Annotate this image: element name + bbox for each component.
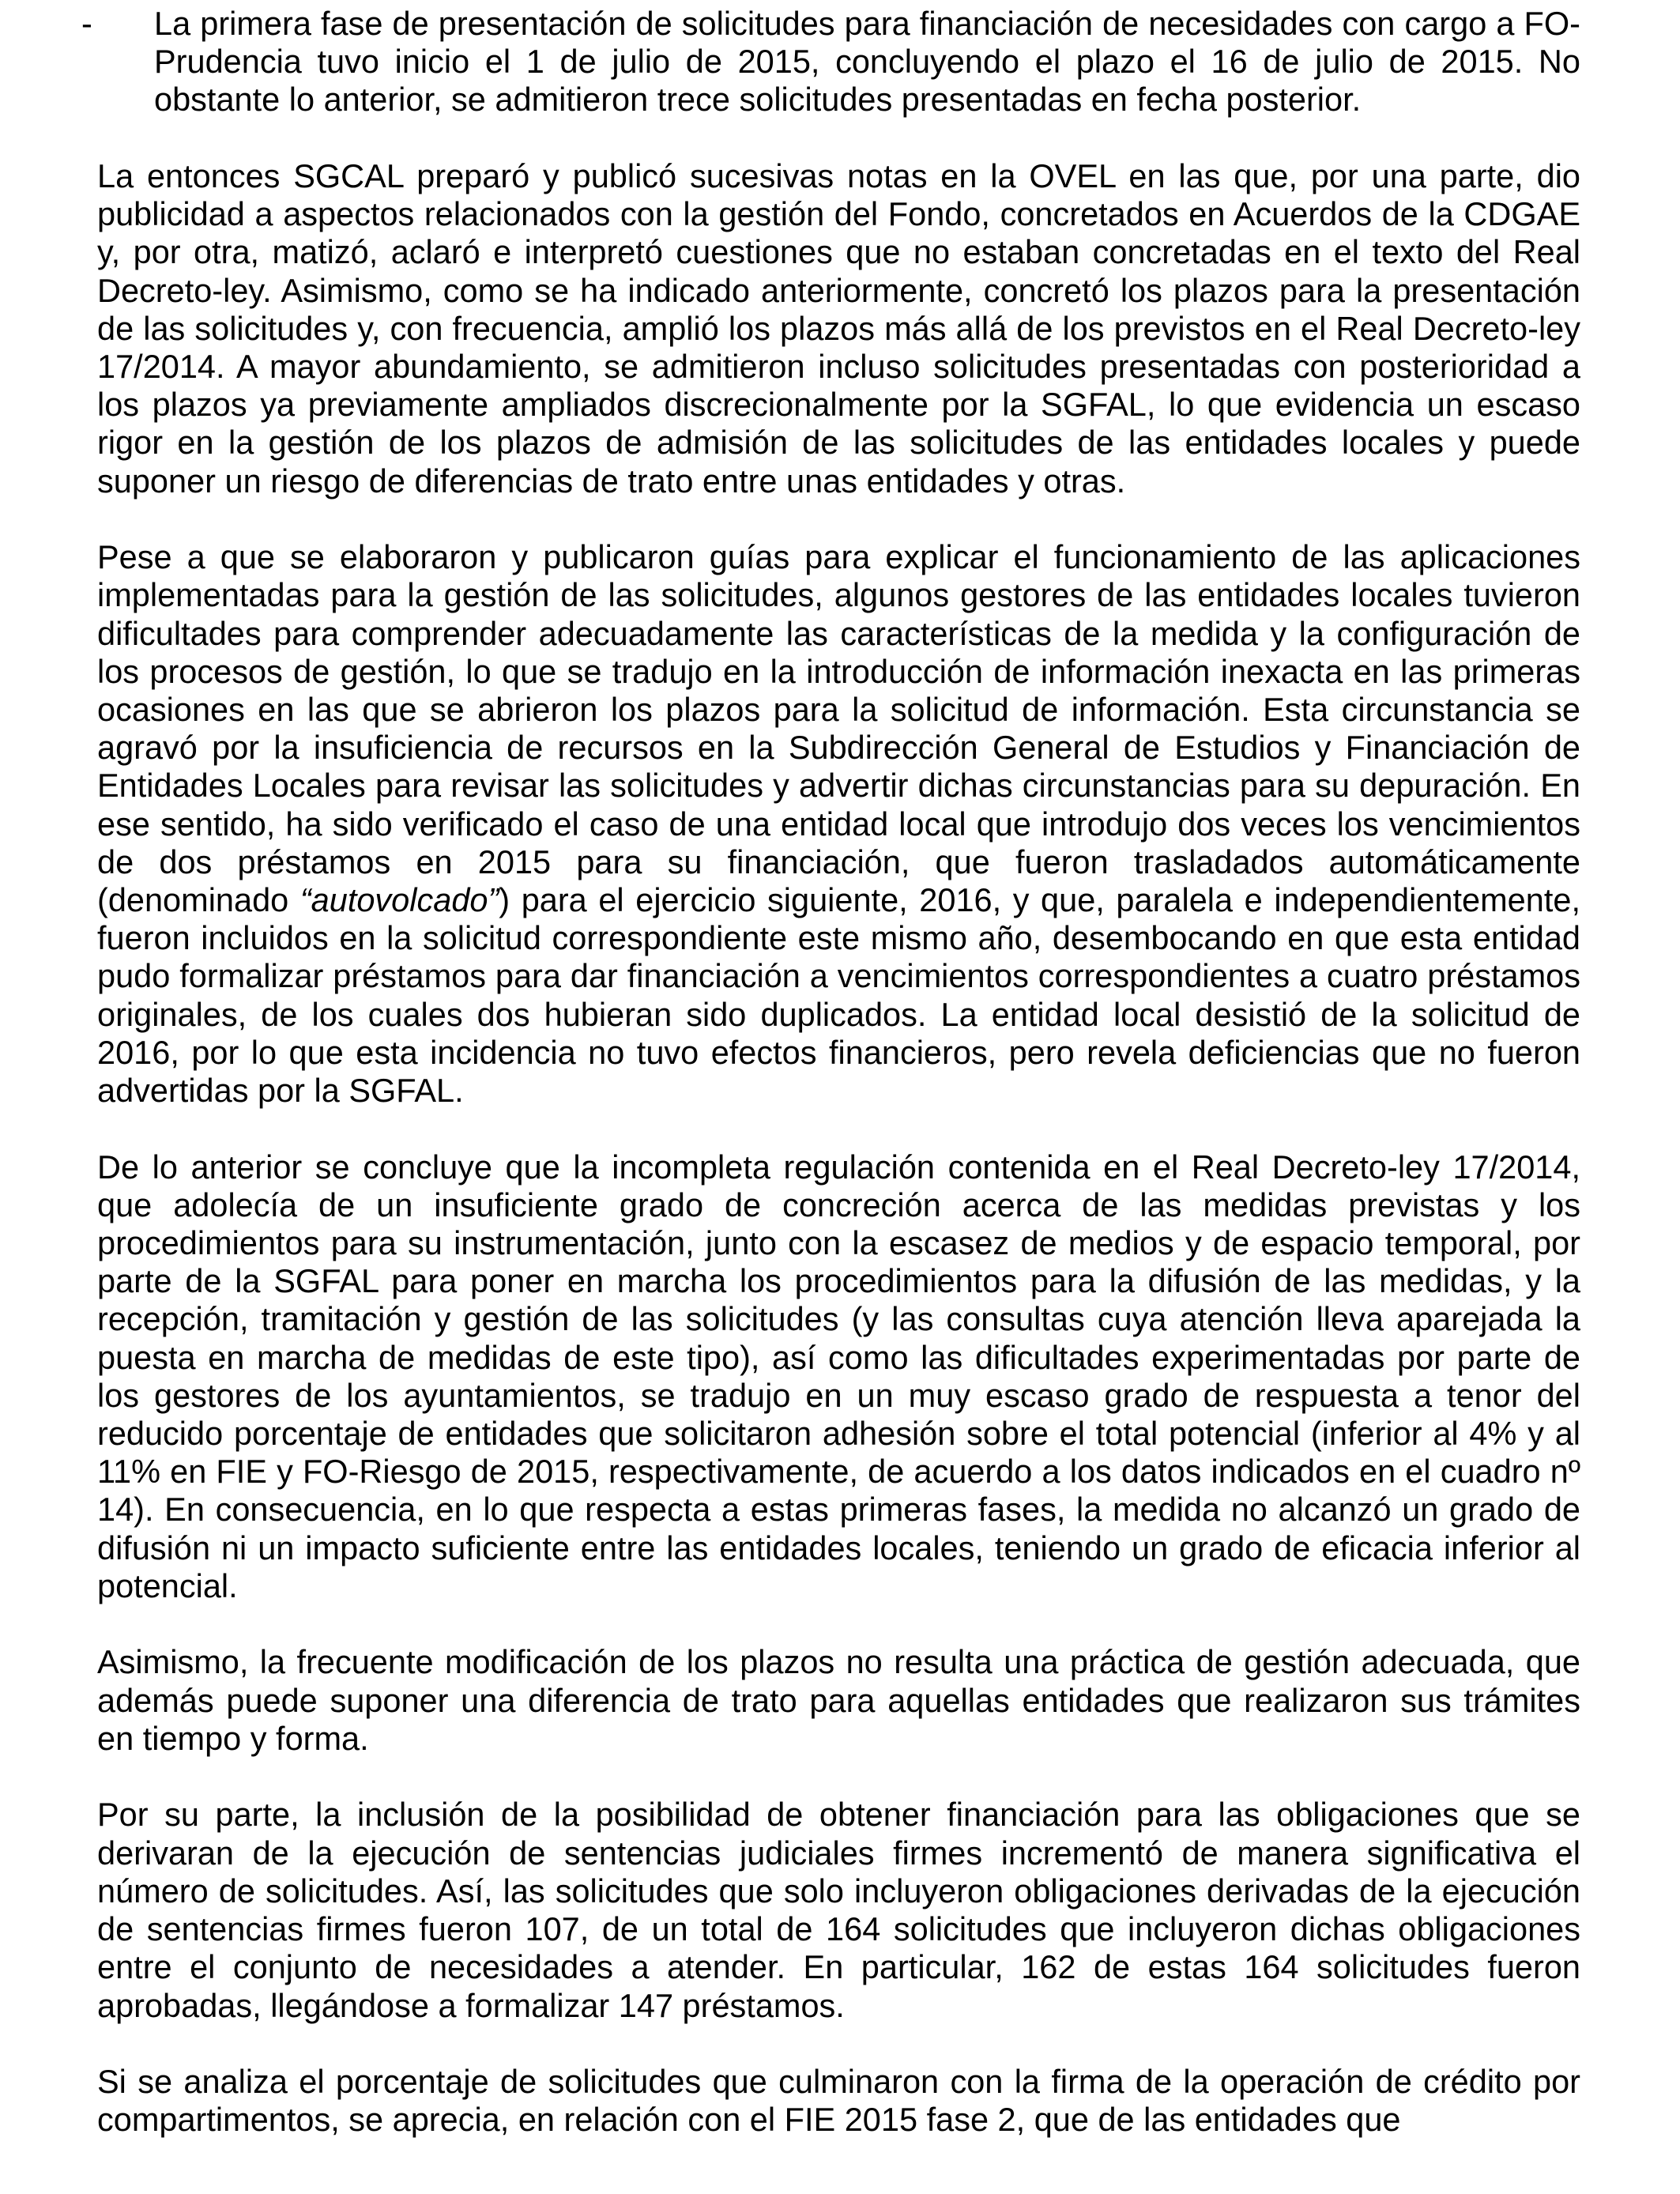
bullet-dash: - [81, 5, 92, 42]
paragraph-1: La entonces SGCAL preparó y publicó sucesivas notas en la OVEL en las que, por una parte, dio publicidad a aspectos relacionados con la gestión del Fondo, concretados en Acuerdos de la CDGAE y, por otra, matizó, aclaró e interpretó cuestiones que no estaban concretadas en el texto del Real Decreto-ley. Asimismo, como se ha indicado anteriormente, concretó los plazos para la presentación de las solicitudes y, con frecuencia, amplió los plazos más allá de los previstos en el Real Decreto-ley 17/2014. A mayor abundamiento, se admitieron incluso solicitudes presentadas con posterioridad a los plazos ya previamente ampliados discrecionalmente por la SGFAL, lo que evidencia un escaso rigor en la gestión de los plazos de admisión de las solicitudes de las entidades locales y puede suponer un riesgo de diferencias de trato entre unas entidades y otras. [97, 157, 1580, 499]
document-body [81, 5, 1580, 2139]
paragraph-2-text-before: Pese a que se elaboraron y publicaron guías para explicar el funcionamiento de las aplicaciones implementadas para la gestión de las solicitudes, algunos gestores de las entidades locales tuvieron dificultades para comprender adecuadamente las características de la medida y la configuración de los procesos de gestión, lo que se tradujo en la introducción de información inexacta en las primeras ocasiones en las que se abrieron los plazos para la solicitud de información. Esta circunstancia se agravó por la insuficiencia de recursos en la Subdirección General de Estudios y Financiación de Entidades Locales para revisar las solicitudes y advertir dichas circunstancias para su depuración. En ese sentido, ha sido verificado el caso de una entidad local que introdujo dos veces los vencimientos de dos préstamos en 2015 para su financiación, que fueron trasladados automáticamente (denominado [97, 538, 1580, 919]
paragraph-2-italic-term: “autovolcado” [299, 881, 499, 919]
paragraph-2 [97, 538, 1580, 1110]
paragraph-6: Si se analiza el porcentaje de solicitudes que culminaron con la firma de la operación de crédito por compartimentos, se aprecia, en relación con el FIE 2015 fase 2, que de las entidades que [97, 2063, 1580, 2139]
bullet-text: La primera fase de presentación de solicitudes para financiación de necesidades con cargo a FO-Prudencia tuvo inicio el 1 de julio de 2015, concluyendo el plazo el 16 de julio de 2015. No obstante lo anterior, se admitieron trece solicitudes presentadas en fecha posterior. [154, 5, 1580, 119]
paragraph-3: De lo anterior se concluye que la incompleta regulación contenida en el Real Decreto-ley 17/2014, que adolecía de un insuficiente grado de concreción acerca de las medidas previstas y los procedimientos para su instrumentación, junto con la escasez de medios y de espacio temporal, por parte de la SGFAL para poner en marcha los procedimientos para la difusión de las medidas, y la recepción, tramitación y gestión de las solicitudes (y las consultas cuya atención lleva aparejada la puesta en marcha de medidas de este tipo), así como las dificultades experimentadas por parte de los gestores de los ayuntamientos, se tradujo en un muy escaso grado de respuesta a tenor del reducido porcentaje de entidades que solicitaron adhesión sobre el total potencial (inferior al 4% y al 11% en FIE y FO-Riesgo de 2015, respectivamente, de acuerdo a los datos indicados en el cuadro nº 14). En consecuencia, en lo que respecta a estas primeras fases, la medida no alcanzó un grado de difusión ni un impacto suficiente entre las entidades locales, teniendo un grado de eficacia inferior al potencial. [97, 1148, 1580, 1604]
bullet-item [81, 5, 1580, 119]
paragraph-4: Asimismo, la frecuente modificación de los plazos no resulta una práctica de gestión adecuada, que además puede suponer una diferencia de trato para aquellas entidades que realizaron sus trámites en tiempo y forma. [97, 1643, 1580, 1757]
paragraph-5: Por su parte, la inclusión de la posibilidad de obtener financiación para las obligaciones que se derivaran de la ejecución de sentencias judiciales firmes incrementó de manera significativa el número de solicitudes. Así, las solicitudes que solo incluyeron obligaciones derivadas de la ejecución de sentencias firmes fueron 107, de un total de 164 solicitudes que incluyeron dichas obligaciones entre el conjunto de necesidades a atender. En particular, 162 de estas 164 solicitudes fueron aprobadas, llegándose a formalizar 147 préstamos. [97, 1796, 1580, 2024]
paragraph-2-text-after: ) para el ejercicio siguiente, 2016, y que, paralela e independientemente, fueron incluidos en la solicitud correspondiente este mismo año, desembocando en que esta entidad pudo formalizar préstamos para dar financiación a vencimientos correspondientes a cuatro préstamos originales, de los cuales dos hubieran sido duplicados. La entidad local desistió de la solicitud de 2016, por lo que esta incidencia no tuvo efectos financieros, pero revela deficiencias que no fueron advertidas por la SGFAL. [97, 881, 1580, 1110]
